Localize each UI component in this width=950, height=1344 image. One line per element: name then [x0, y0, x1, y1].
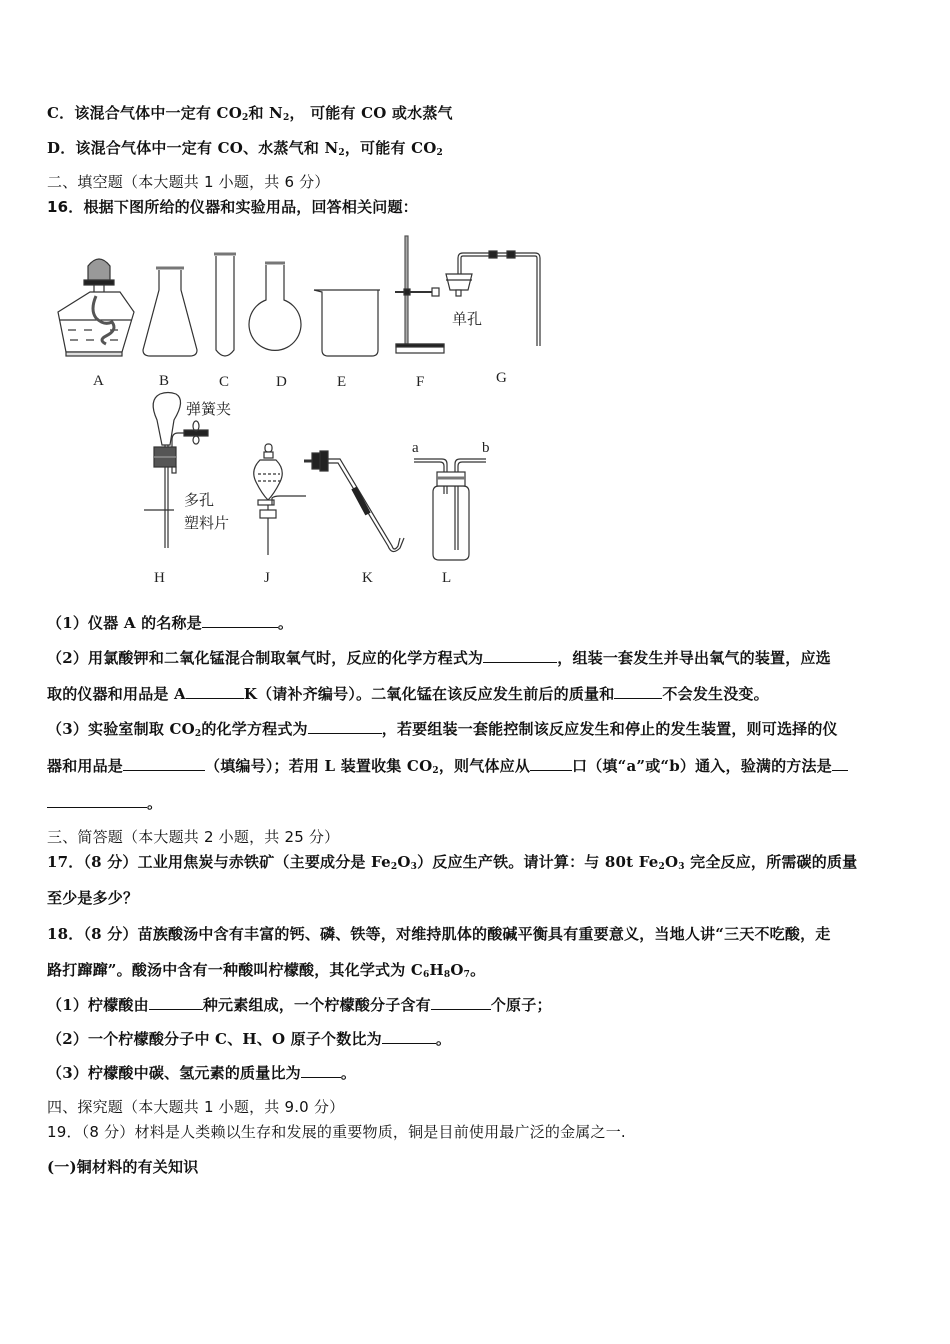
answer-blank[interactable] — [832, 756, 848, 771]
bent-delivery-tube-icon — [304, 451, 404, 552]
option-d-text: ，可能有 CO — [344, 139, 437, 157]
subscript: 2 — [194, 729, 202, 739]
q16-part2-line1 — [47, 647, 831, 668]
subscript: 6 — [423, 970, 430, 980]
section-heading-2: 二、填空题（本大题共 1 小题，共 6 分） — [47, 173, 330, 191]
answer-blank[interactable] — [614, 684, 662, 699]
q16-part3-text: 的化学方程式为 — [201, 720, 308, 738]
annotation-port-b: b — [482, 440, 490, 456]
label-j: J — [264, 570, 270, 586]
q18-line2 — [47, 959, 485, 980]
q16-part3-text: （3）实验室制取 CO — [47, 720, 195, 738]
answer-blank[interactable] — [301, 1063, 341, 1078]
q19-subheading: (一)铜材料的有关知识 — [47, 1158, 199, 1176]
label-g: G — [496, 370, 507, 386]
q18-part2-text: （2）一个柠檬酸分子中 C、H、O 原子个数比为 — [47, 1030, 382, 1048]
q18-part3-text: （3）柠檬酸中碳、氢元素的质量比为 — [47, 1064, 301, 1082]
annotation-porous: 多孔 — [184, 491, 215, 509]
subscript: 2 — [338, 148, 345, 158]
option-c-text: ， 可能有 CO 或水蒸气 — [289, 104, 453, 122]
q17-text: ）反应生产铁。请计算：与 80t Fe — [417, 853, 659, 871]
answer-blank[interactable] — [382, 1029, 436, 1044]
q16-part1-text: 。 — [277, 614, 294, 632]
q16-part2-text: ，组装一套发生并导出氧气的装置，应选 — [557, 649, 831, 667]
q16-part3-line1 — [47, 718, 838, 739]
label-k: K — [362, 570, 373, 586]
section-heading-4: 四、探究题（本大题共 1 小题，共 9.0 分） — [47, 1098, 345, 1116]
q18-text: H — [429, 961, 444, 979]
subscript: 2 — [241, 113, 249, 123]
q16-part1 — [47, 612, 293, 633]
test-tube-icon — [214, 254, 236, 356]
answer-blank[interactable] — [47, 793, 147, 808]
subscript: 3 — [410, 862, 418, 872]
answer-blank[interactable] — [530, 756, 572, 771]
annotation-spring-clip: 弹簧夹 — [186, 400, 232, 418]
subscript: 8 — [443, 970, 451, 980]
q16-part3-text: ，则气体应从 — [438, 757, 531, 775]
answer-blank[interactable] — [149, 995, 203, 1010]
q17-text: O — [397, 853, 411, 871]
label-e: E — [337, 374, 347, 390]
annotation-port-a: a — [412, 440, 419, 456]
subscript: 3 — [678, 862, 685, 872]
q19-stem: 19．（8 分）材料是人类赖以生存和发展的重要物质，铜是目前使用最广泛的金属之一. — [47, 1123, 626, 1141]
label-l: L — [442, 570, 452, 586]
q16-part3-line2 — [47, 755, 848, 776]
q18-part1-text: （1）柠檬酸由 — [47, 996, 149, 1014]
conical-flask-icon — [143, 268, 197, 356]
q17-text: 完全反应，所需碳的质量 — [684, 853, 858, 871]
answer-blank[interactable] — [308, 719, 382, 734]
subscript: 2 — [390, 862, 398, 872]
answer-blank[interactable] — [431, 995, 491, 1010]
q16-part3-text: 器和用品是 — [47, 757, 124, 775]
answer-blank[interactable] — [186, 684, 244, 699]
beaker-icon — [314, 290, 380, 356]
subscript: 2 — [436, 148, 443, 158]
q18-part2-text: 。 — [435, 1030, 452, 1048]
answer-blank[interactable] — [123, 756, 205, 771]
answer-blank[interactable] — [483, 648, 557, 663]
q16-part3-text: （填编号）；若用 L 装置收集 CO — [205, 757, 433, 775]
q18-text: 。 — [470, 961, 486, 979]
q18-part1-text: 个原子； — [490, 996, 552, 1014]
answer-blank[interactable] — [202, 613, 278, 628]
q16-part2-text: 不会发生没变。 — [662, 685, 769, 703]
q16-part3-line3 — [47, 792, 162, 813]
subscript: 7 — [463, 970, 471, 980]
question-16-stem: 16．根据下图所给的仪器和实验用品，回答相关问题： — [47, 198, 418, 216]
q17-text: O — [664, 853, 679, 871]
annotation-single-hole: 单孔 — [452, 310, 483, 328]
label-d: D — [276, 374, 287, 390]
subscript: 2 — [282, 113, 290, 123]
q18-part2 — [47, 1028, 451, 1049]
option-c-text: 和 N — [248, 104, 283, 122]
q18-text: 路打蹿蹿”。酸汤中含有一种酸叫柠檬酸，其化学式为 C — [47, 961, 423, 979]
q17-text: 17．（8 分）工业用焦炭与赤铁矿（主要成分是 Fe — [47, 853, 391, 871]
label-a: A — [93, 373, 104, 389]
q18-line1: 18．（8 分）苗族酸汤中含有丰富的钙、磷、铁等，对维持肌体的酸碱平衡具有重要意义，当地人讲“三天不吃酸，走 — [47, 925, 831, 943]
apparatus-figure — [0, 0, 950, 600]
q18-part1-text: 种元素组成，一个柠檬酸分子含有 — [202, 996, 431, 1014]
subscript: 2 — [658, 862, 665, 872]
gas-washing-bottle-icon — [414, 459, 486, 560]
q16-part2-text: 取的仪器和用品是 A — [47, 685, 186, 703]
q18-part1 — [47, 994, 552, 1015]
q18-part3-text: 。 — [340, 1064, 357, 1082]
q16-part3-text: 口（填“a”或“b）通入，验满的方法是 — [572, 757, 832, 775]
q16-part1-text: （1）仪器 A 的名称是 — [47, 614, 202, 632]
q18-text: O — [450, 961, 464, 979]
q17-line1 — [47, 851, 857, 872]
q16-part2-text: （2）用氯酸钾和二氧化锰混合制取氧气时，反应的化学方程式为 — [47, 649, 484, 667]
q18-part3 — [47, 1062, 356, 1083]
option-d-text: D．该混合气体中一定有 CO、水蒸气和 N — [47, 139, 339, 157]
stopper-tube-icon — [446, 251, 540, 346]
label-f: F — [416, 374, 425, 390]
label-c: C — [219, 374, 230, 390]
section-heading-3: 三、简答题（本大题共 2 小题，共 25 分） — [47, 828, 340, 846]
q16-part3-text: ，若要组装一套能控制该反应发生和停止的发生装置，则可选择的仪 — [381, 720, 838, 738]
separatory-funnel-icon — [254, 444, 306, 555]
q17-line2: 至少是多少？ — [47, 889, 139, 907]
label-b: B — [159, 373, 170, 389]
annotation-plastic-plate: 塑料片 — [184, 514, 230, 532]
alcohol-lamp-icon — [58, 259, 134, 356]
option-c-text: C．该混合气体中一定有 CO — [47, 104, 242, 122]
q16-part3-text: 。 — [147, 794, 163, 812]
round-bottom-flask-icon — [249, 263, 301, 350]
q16-part2-line2 — [47, 683, 769, 704]
iron-stand-icon — [395, 236, 444, 353]
q16-part2-text: K（请补齐编号）。二氧化锰在该反应发生前后的质量和 — [243, 685, 615, 703]
label-h: H — [154, 570, 165, 586]
subscript: 2 — [432, 766, 439, 776]
